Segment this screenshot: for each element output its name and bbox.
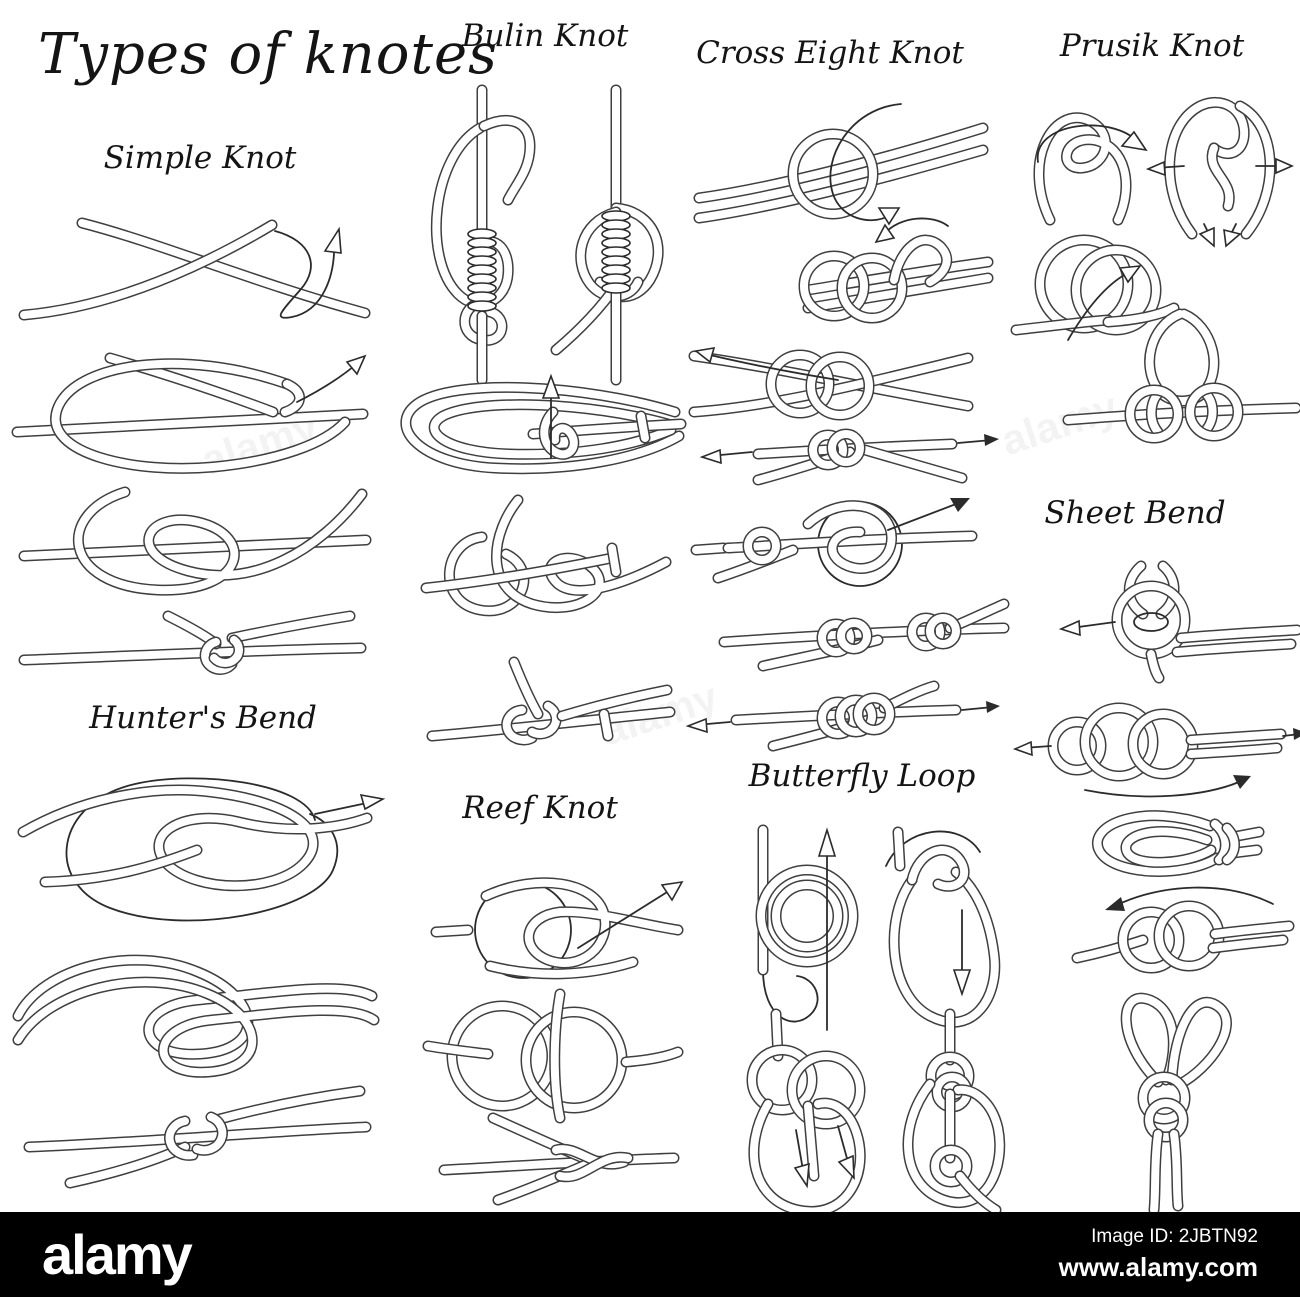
- arrow-icon: [1122, 132, 1146, 150]
- arrow-icon: [1276, 159, 1292, 173]
- alamy-watermark-bar: [0, 1212, 1300, 1297]
- sheet-bend-step4-figure: [1065, 878, 1295, 993]
- butterfly-loop-step4-figure: [888, 1008, 1018, 1223]
- arrow-icon: [984, 434, 999, 446]
- section-header-butterfly-loop: Butterfly Loop: [748, 758, 976, 794]
- cross-eight-knot-step7-figure: [688, 678, 1003, 758]
- arrow-icon: [1224, 230, 1240, 246]
- watermark-info: [1059, 1226, 1258, 1283]
- arrow-icon: [662, 882, 682, 900]
- alamy-logo: alamy: [42, 1222, 191, 1286]
- arrow-icon: [361, 795, 383, 809]
- sheet-bend-step1-figure: [1055, 558, 1300, 683]
- page-title: Types of knotes: [38, 22, 498, 87]
- simple-knot-step2-figure: [15, 340, 365, 485]
- arrow-icon: [1200, 228, 1214, 246]
- reef-knot-step2-figure: [422, 988, 684, 1123]
- arrow-icon: [1061, 621, 1080, 635]
- simple-knot-step4-figure: [20, 608, 365, 693]
- hunters-bend-step2-figure: [12, 928, 384, 1083]
- prusik-knot-step4-figure: [1062, 308, 1300, 468]
- prusik-knot-step1-figure: [1022, 92, 1162, 232]
- bulin-knot-step5-figure: [422, 652, 680, 777]
- simple-knot-step3-figure: [20, 478, 370, 613]
- bulin-knot-step1-figure: [420, 88, 545, 383]
- arrow-icon: [839, 1156, 854, 1178]
- arrow-icon: [1233, 775, 1251, 789]
- arrow-icon: [986, 701, 1000, 713]
- arrow-icon: [688, 719, 707, 732]
- arrow-icon: [1105, 897, 1125, 911]
- bulin-knot-step3-figure: [383, 372, 688, 492]
- cross-eight-knot-step4-figure: [700, 412, 1000, 492]
- cross-eight-knot-step6-figure: [718, 598, 1010, 673]
- arrow-icon: [702, 450, 721, 463]
- section-header-sheet-bend: Sheet Bend: [1044, 495, 1226, 531]
- section-header-hunters-bend: Hunter's Bend: [89, 700, 317, 736]
- arrow-icon: [347, 356, 365, 374]
- arrow-icon: [819, 830, 835, 856]
- bulin-knot-step4-figure: [422, 492, 680, 642]
- section-header-prusik-knot: Prusik Knot: [1059, 28, 1245, 64]
- alamy-url-text: www.alamy.com: [1058, 1252, 1258, 1282]
- cross-eight-knot-step5-figure: [688, 488, 983, 593]
- reef-knot-step1-figure: [428, 868, 690, 993]
- section-header-cross-eight-knot: Cross Eight Knot: [696, 35, 964, 71]
- section-header-reef-knot: Reef Knot: [462, 790, 618, 826]
- cross-eight-knot-step2-figure: [742, 212, 992, 327]
- reef-knot-step3-figure: [438, 1108, 678, 1208]
- sheet-bend-step2-figure: [1015, 688, 1300, 803]
- hunters-bend-step3-figure: [25, 1085, 370, 1190]
- section-header-bulin-knot: Bulin Knot: [461, 18, 629, 54]
- sheet-bend-step5-figure: [1088, 982, 1248, 1217]
- arrow-icon: [954, 970, 970, 994]
- bulin-knot-step2-figure: [550, 88, 680, 383]
- image-id-text: Image ID: 2JBTN92: [1091, 1226, 1258, 1247]
- arrow-icon: [1015, 742, 1032, 755]
- simple-knot-step1-figure: [20, 205, 370, 335]
- hunters-bend-step1-figure: [15, 762, 387, 927]
- butterfly-loop-step3-figure: [738, 1008, 886, 1223]
- section-header-simple-knot: Simple Knot: [103, 140, 297, 176]
- arrow-icon: [795, 1164, 809, 1186]
- arrow-icon: [1148, 162, 1165, 175]
- arrow-icon: [1293, 728, 1300, 740]
- arrow-icon: [325, 229, 341, 253]
